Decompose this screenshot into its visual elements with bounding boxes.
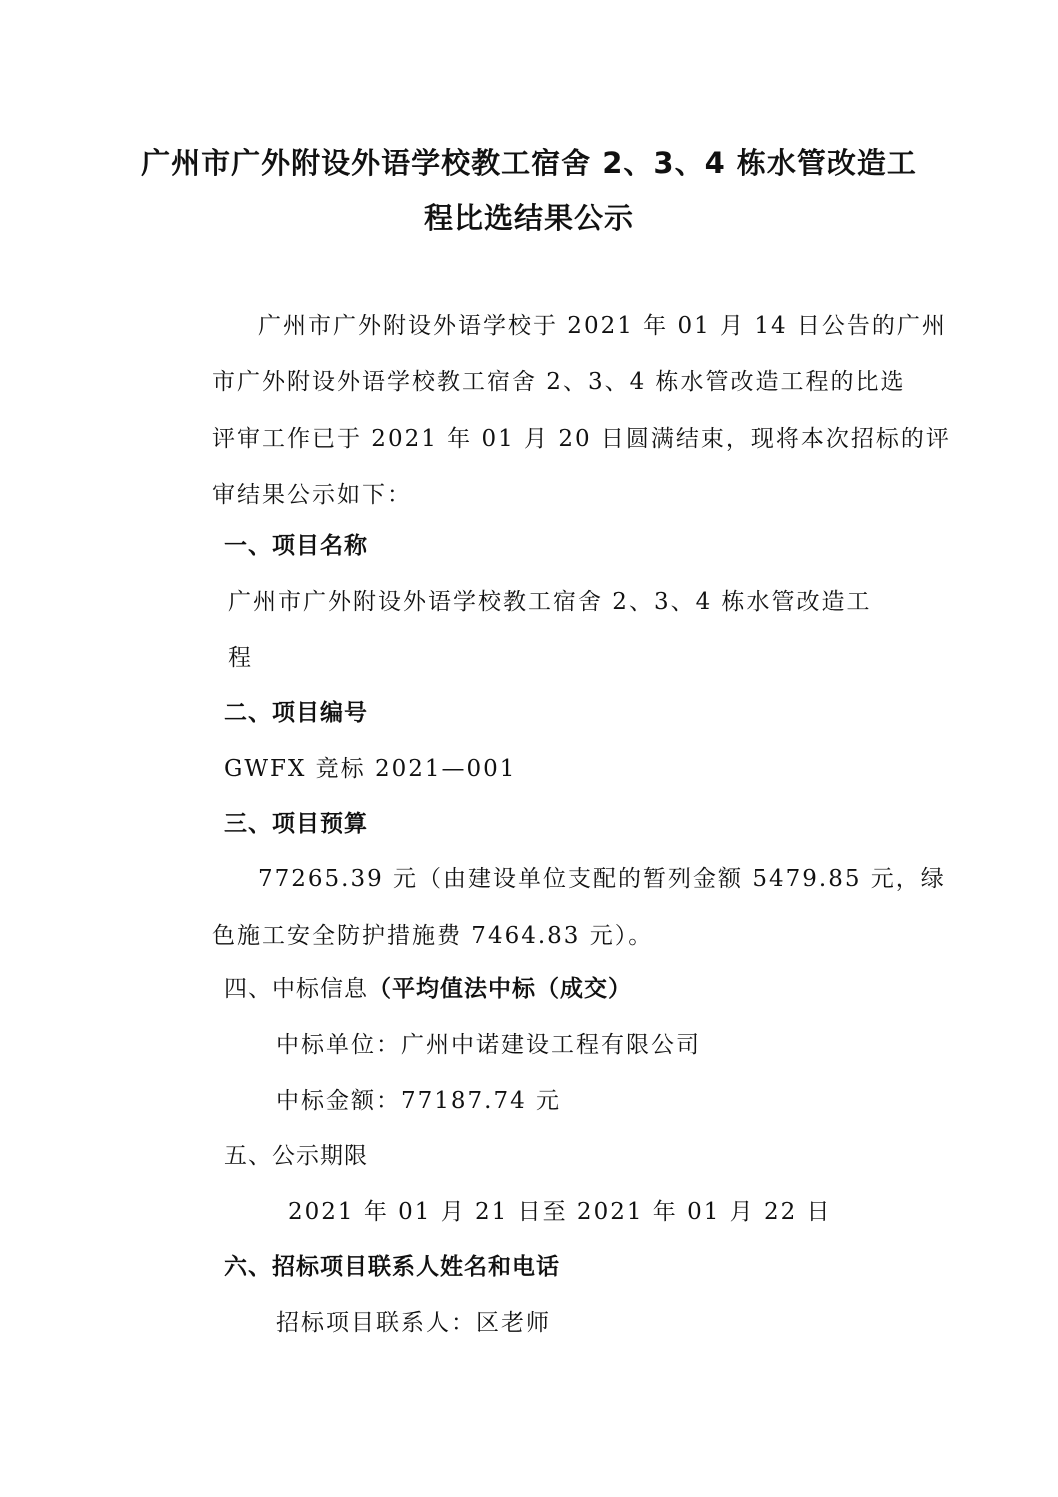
intro-line-2: 市广外附设外语学校教工宿舍 2、3、4 栋水管改造工程的比选 bbox=[212, 369, 906, 395]
section-heading-project-name bbox=[224, 531, 368, 561]
section-heading-project-name-text: 一、项目名称 bbox=[224, 533, 368, 559]
winning-info-heading-method: （平均值法中标（成交） bbox=[368, 976, 632, 1002]
section-heading-budget-text: 三、项目预算 bbox=[224, 811, 368, 837]
intro-line-3: 评审工作已于 2021 年 01 月 20 日圆满结束，现将本次招标的评 bbox=[212, 426, 951, 452]
winning-amount: 中标金额：77187.74 元 bbox=[276, 1088, 562, 1114]
intro-line-1: 广州市广外附设外语学校于 2021 年 01 月 14 日公告的广州 bbox=[258, 313, 947, 339]
project-number-value: GWFX 竞标 2021—001 bbox=[224, 756, 517, 782]
document-title-line-2: 程比选结果公示 bbox=[423, 201, 634, 235]
section-heading-publicity-period-text: 五、公示期限 bbox=[224, 1143, 368, 1169]
document-title-line-1: 广州市广外附设外语学校教工宿舍 2、3、4 栋水管改造工 bbox=[141, 146, 917, 180]
section-heading-winning-info bbox=[224, 974, 632, 1004]
budget-line-2: 色施工安全防护措施费 7464.83 元）。 bbox=[212, 923, 654, 949]
section-heading-project-number-text: 二、项目编号 bbox=[224, 700, 368, 726]
budget-line-1: 77265.39 元（由建设单位支配的暂列金额 5479.85 元，绿 bbox=[258, 866, 946, 892]
winning-info-heading-prefix: 四、中标信息 bbox=[224, 976, 368, 1002]
section-heading-publicity-period bbox=[224, 1141, 368, 1171]
contact-person: 招标项目联系人：区老师 bbox=[276, 1310, 551, 1336]
section-heading-contact bbox=[224, 1252, 560, 1282]
winning-unit: 中标单位：广州中诺建设工程有限公司 bbox=[276, 1032, 701, 1058]
section-heading-budget bbox=[224, 809, 368, 839]
project-name-line-1: 广州市广外附设外语学校教工宿舍 2、3、4 栋水管改造工 bbox=[228, 589, 872, 615]
intro-line-4: 审结果公示如下： bbox=[212, 482, 412, 508]
section-heading-contact-text: 六、招标项目联系人姓名和电话 bbox=[224, 1254, 560, 1280]
publicity-period-dates: 2021 年 01 月 21 日至 2021 年 01 月 22 日 bbox=[288, 1199, 832, 1225]
section-heading-project-number bbox=[224, 698, 368, 728]
project-name-line-2: 程 bbox=[228, 645, 253, 671]
